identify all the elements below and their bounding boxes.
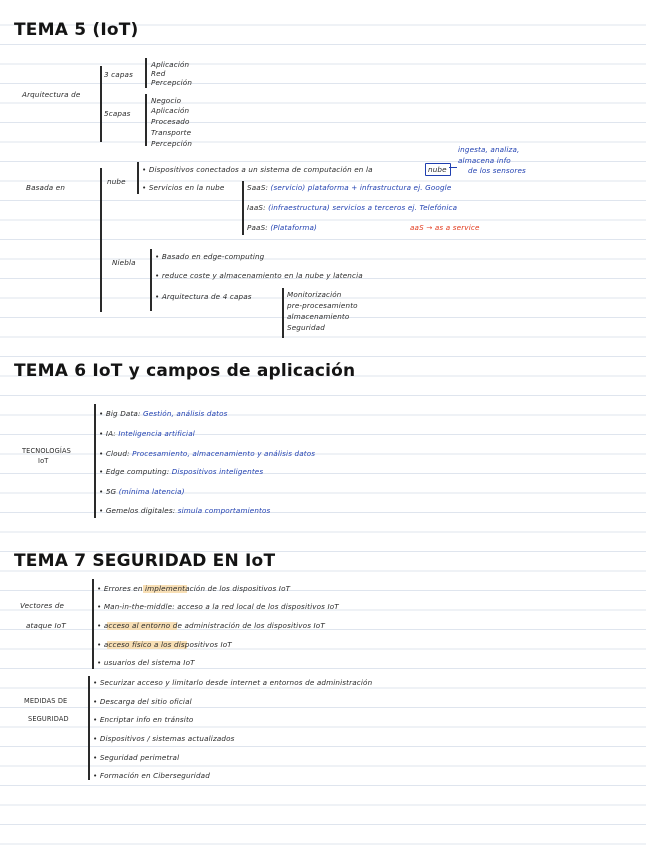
tema5-title: TEMA 5 (IoT): [14, 20, 139, 40]
iaas-prefix: IaaS:: [247, 203, 266, 212]
arquitectura-label: Arquitectura de: [22, 90, 81, 99]
niebla-bullet: • Basado en edge-computing: [155, 252, 265, 261]
paas-row: [247, 223, 317, 232]
medida-item: • Securizar acceso y limitarlo desde internet a entornos de administración: [93, 678, 373, 687]
capas4-item: Seguridad: [287, 323, 325, 332]
servicios-bracket: [242, 181, 244, 235]
niebla-label: Niebla: [112, 258, 136, 267]
nube-bullet-2: • Servicios en la nube: [142, 183, 225, 192]
medida-item: • Encriptar info en tránsito: [93, 715, 194, 724]
medida-item: • Formación en Ciberseguridad: [93, 771, 210, 780]
nube-bullet-1: • Dispositivos conectados a un sistema de computación en la: [142, 165, 373, 174]
nube-bracket: [137, 162, 139, 194]
vector-item: • acceso al entorno de administración de los dispositivos IoT: [97, 621, 325, 630]
aas-note: aaS → as a service: [410, 223, 480, 232]
niebla-bullet: • reduce coste y almacenamiento en la nube y latencia: [155, 271, 363, 280]
vector-item: • usuarios del sistema IoT: [97, 658, 195, 667]
nube-label: nube: [107, 177, 126, 186]
vectores-label: Vectores de: [20, 601, 65, 610]
tecnologia-item: • Cloud: Procesamiento, almacenamiento y análisis datos: [99, 449, 316, 458]
tecnologia-item: • IA: Inteligencia artificial: [99, 429, 195, 438]
paas-prefix: PaaS:: [247, 223, 268, 232]
medida-item: • Seguridad perimetral: [93, 753, 180, 762]
tecnologia-item: • Edge computing: Dispositivos inteligentes: [99, 467, 264, 476]
vector-item: • Errores en implementación de los dispositivos IoT: [97, 584, 291, 593]
nube-box-connector: [449, 167, 457, 168]
nube-note: de los sensores: [468, 166, 526, 175]
medidas-label: MEDIDAS DE: [24, 697, 68, 705]
iaas-text: (infraestructura) servicios a terceros ej. Telefónica: [268, 203, 458, 212]
tecnologias-label: TECNOLOGÍAS: [22, 447, 71, 455]
saas-text: (servicio) plataforma + infrastructura ej. Google: [270, 183, 452, 192]
iaas-row: [247, 203, 457, 212]
tema6-title: TEMA 6 IoT y campos de aplicación: [14, 361, 356, 381]
capas3-item: Red: [151, 69, 166, 78]
medida-item: • Dispositivos / sistemas actualizados: [93, 734, 235, 743]
capas3-item: Aplicación: [151, 60, 190, 69]
niebla-bullet: • Arquitectura de 4 capas: [155, 292, 252, 301]
capas5-item: Percepción: [151, 139, 193, 148]
medidas-bracket: [88, 676, 90, 780]
arquitectura-bracket: [100, 66, 102, 142]
tecnologia-item: • 5G (mínima latencia): [99, 487, 185, 496]
saas-row: [247, 183, 451, 192]
vectores-bracket: [92, 579, 94, 669]
capas4-item: Monitorización: [287, 290, 342, 299]
capas4-item: pre-procesamiento: [287, 301, 358, 310]
capas5-label: 5capas: [104, 109, 131, 118]
capas5-item: Aplicación: [151, 106, 190, 115]
vector-item: • acceso físico a los dispositivos IoT: [97, 640, 232, 649]
capas3-bracket: [145, 58, 147, 88]
capas5-item: Transporte: [151, 128, 192, 137]
medida-item: • Descarga del sitio oficial: [93, 697, 192, 706]
capas3-item: Percepción: [151, 78, 193, 87]
tecnologias-label-2: IoT: [38, 457, 49, 465]
nube-box: [425, 163, 451, 176]
paas-text: (Plataforma): [270, 223, 317, 232]
medidas-label-2: SEGURIDAD: [28, 715, 69, 723]
nube-note: almacena info: [458, 156, 511, 165]
tema7-title: TEMA 7 SEGURIDAD EN IoT: [14, 551, 276, 571]
tecnologia-item: • Gemelos digitales: simula comportamientos: [99, 506, 271, 515]
capas4-item: almacenamiento: [287, 312, 350, 321]
nube-note: ingesta, analiza,: [458, 145, 520, 154]
capas5-item: Procesado: [151, 117, 190, 126]
saas-prefix: SaaS:: [247, 183, 269, 192]
tecnologia-item: • Big Data: Gestión, análisis datos: [99, 409, 228, 418]
vectores-label-2: ataque IoT: [26, 621, 66, 630]
capas5-item: Negocio: [151, 96, 182, 105]
niebla-bracket: [150, 249, 152, 311]
tecnologias-bracket: [94, 404, 96, 518]
capas4-bracket: [282, 288, 284, 338]
capas5-bracket: [145, 94, 147, 146]
basada-label: Basada en: [26, 183, 66, 192]
capas3-label: 3 capas: [104, 70, 133, 79]
vector-item: • Man-in-the-middle: acceso a la red local de los dispositivos IoT: [97, 602, 339, 611]
basada-bracket: [100, 168, 102, 312]
nube-boxed-word: nube: [428, 165, 447, 174]
